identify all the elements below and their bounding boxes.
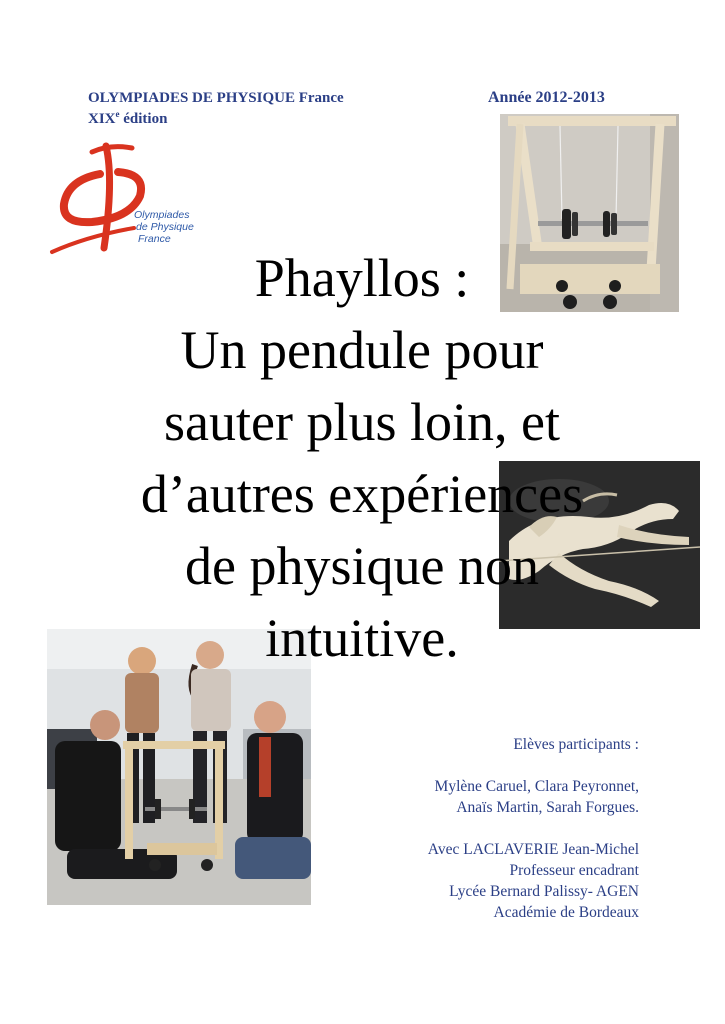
participants-heading: Elèves participants :: [513, 736, 639, 753]
logo-text-line3: France: [138, 233, 171, 245]
year-label: Année 2012-2013: [488, 89, 605, 106]
edition-superscript: e: [115, 109, 120, 119]
students-line: Anaïs Martin, Sarah Forgues.: [456, 799, 639, 816]
students-line: Mylène Caruel, Clara Peyronnet,: [434, 778, 639, 795]
edition-numeral: XIX: [88, 111, 116, 127]
logo-text-line2: de Physique: [136, 221, 194, 233]
edition-word: édition: [119, 111, 168, 127]
title-line: d’autres expériences: [140, 464, 584, 524]
credits-block: [428, 734, 639, 923]
document-title: [62, 242, 662, 674]
title-line: intuitive.: [265, 608, 459, 668]
school-name: Lycée Bernard Palissy- AGEN: [449, 883, 639, 900]
title-line: de physique non: [185, 536, 539, 596]
header-olympiades: [88, 88, 344, 108]
title-line: sauter plus loin, et: [164, 392, 560, 452]
academy-name: Académie de Bordeaux: [493, 904, 639, 921]
teacher-name: Avec LACLAVERIE Jean-Michel: [427, 841, 639, 858]
header-edition: [88, 109, 167, 129]
title-line: Un pendule pour: [180, 320, 544, 380]
competition-name: OLYMPIADES DE PHYSIQUE France: [88, 90, 344, 106]
teacher-role: Professeur encadrant: [509, 862, 639, 879]
logo-text-line1: Olympiades: [134, 209, 190, 221]
title-line: Phayllos :: [254, 248, 470, 308]
